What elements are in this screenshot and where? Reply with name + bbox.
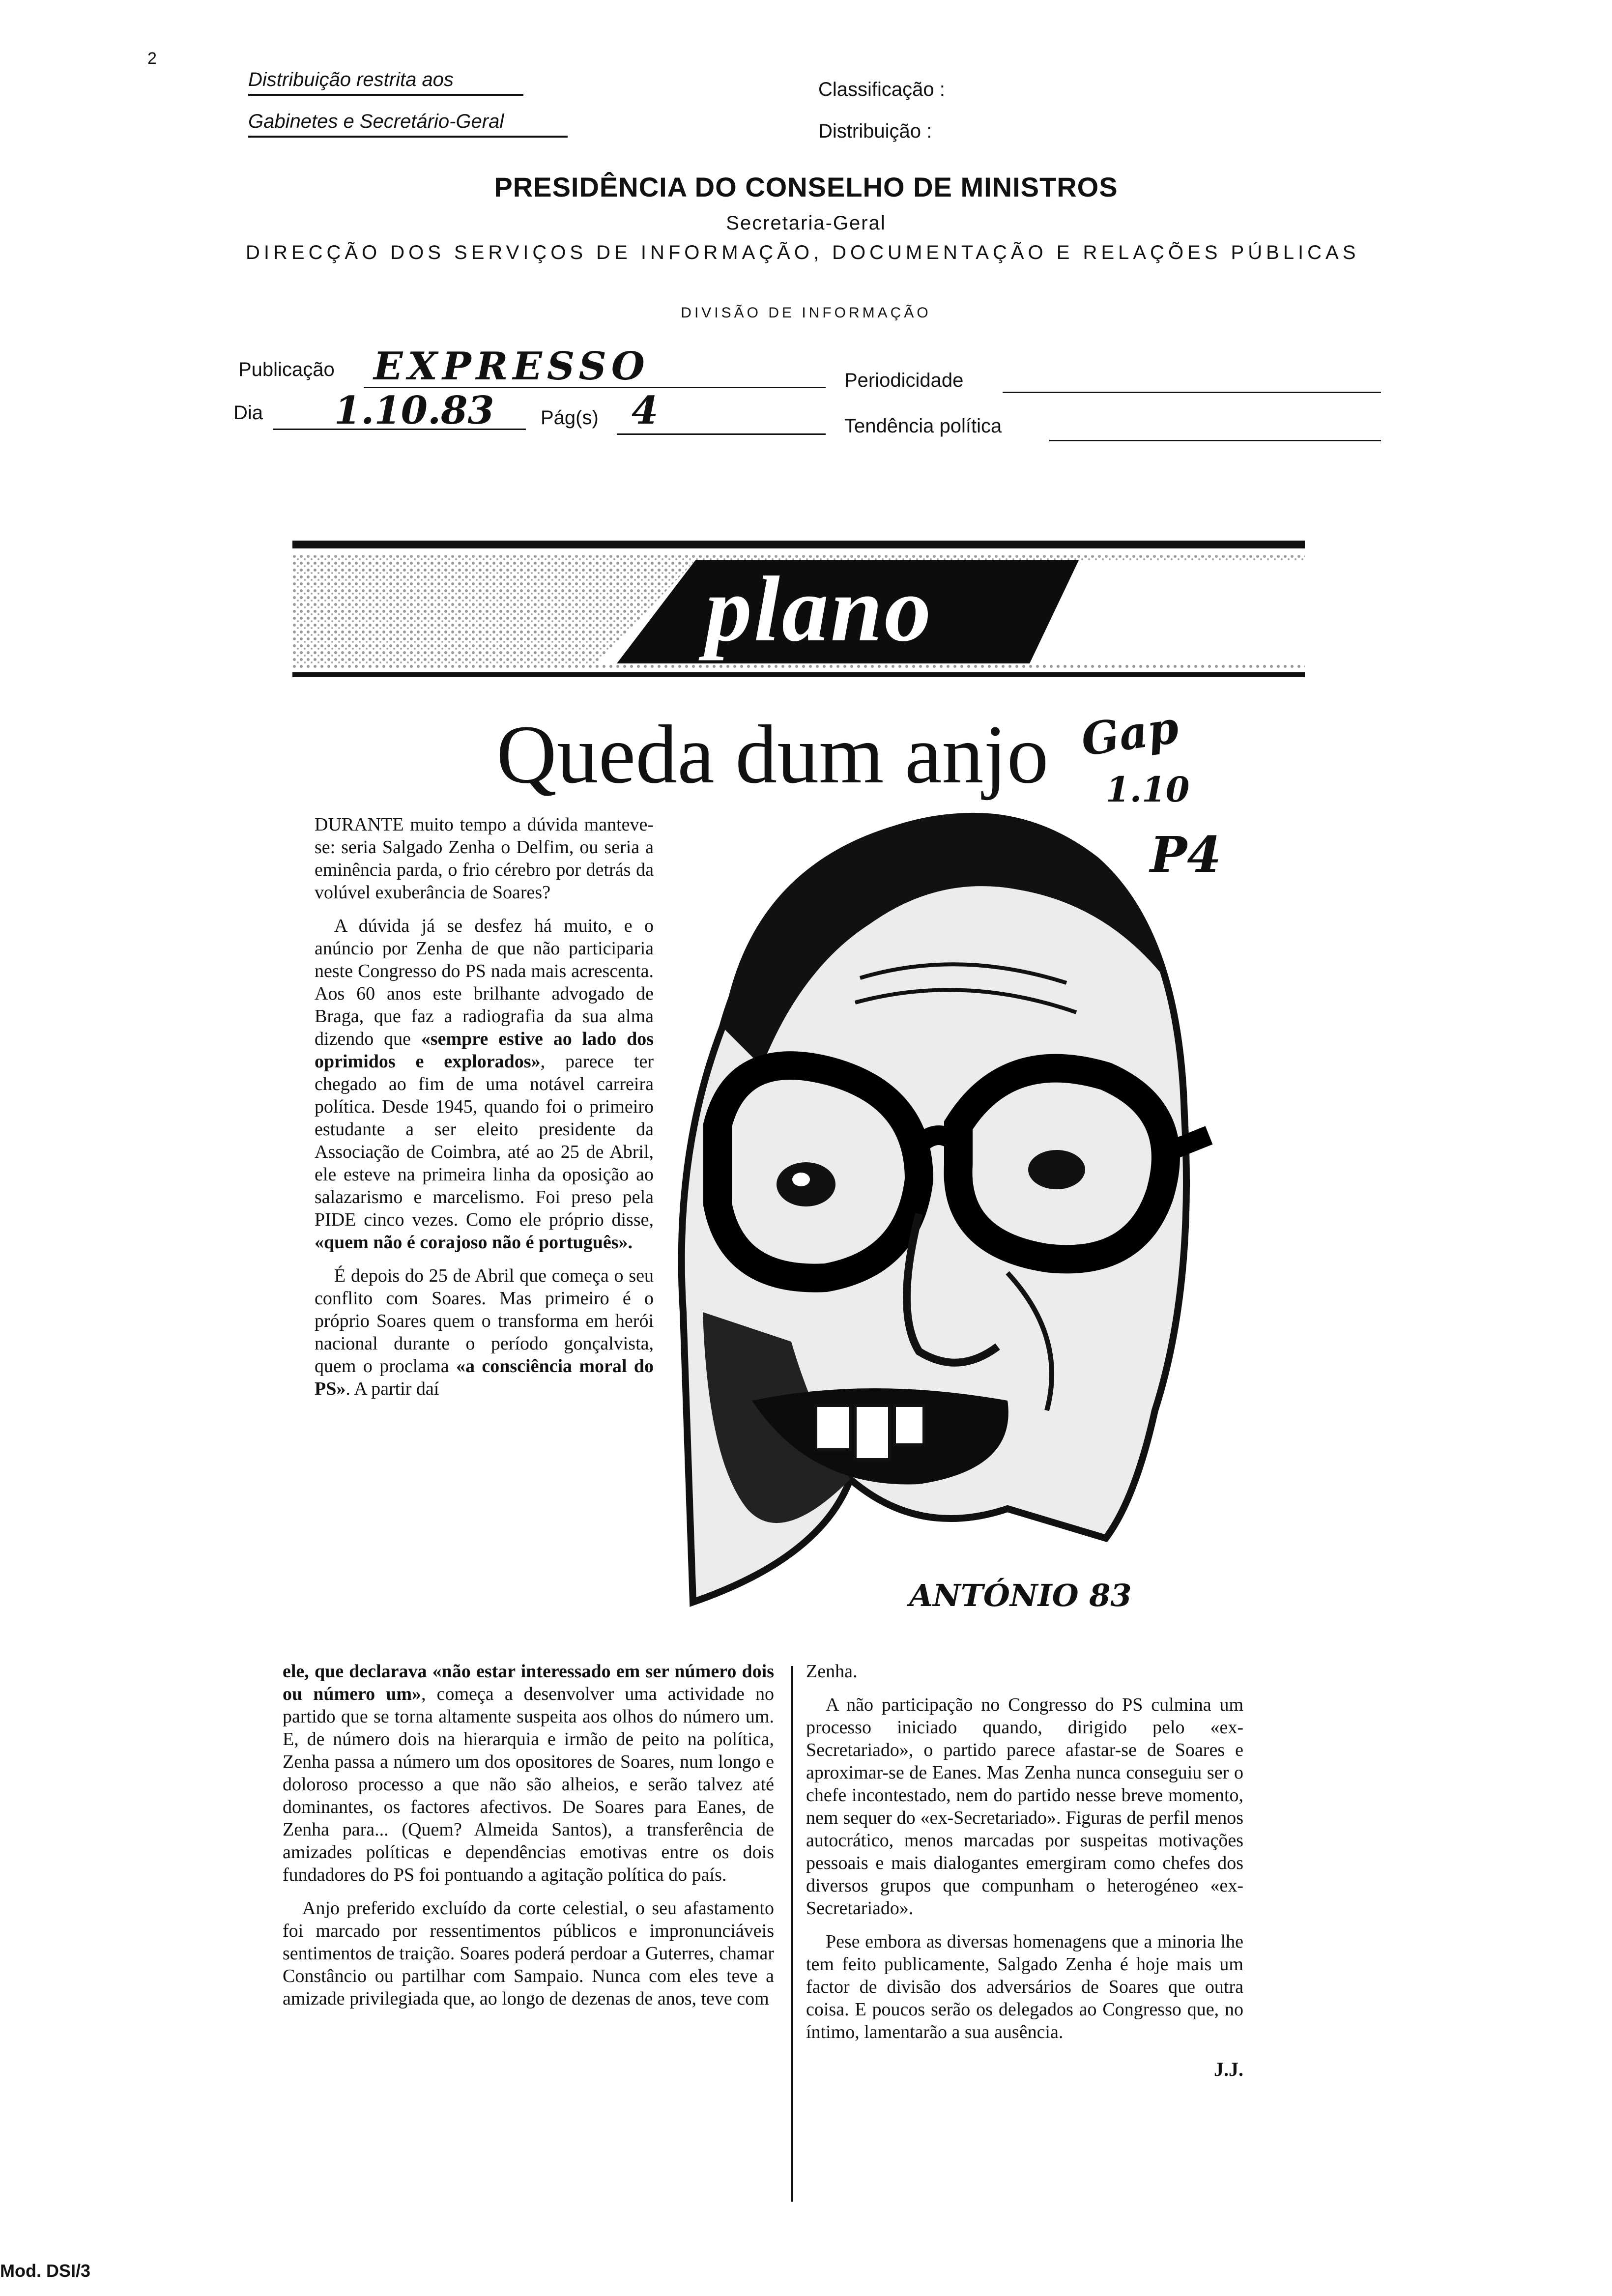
paragraph-2-quote-2: «quem não é corajoso não é português».: [315, 1232, 633, 1253]
paragraph-1-lead: DURANTE: [315, 814, 404, 835]
paragraph-5: Anjo preferido excluído da corte celestial, o seu afastamento foi marcado por ressentimentos públicos e impronunciáveis sentimentos de traição. Soares poderá perdoar a Guterres, chamar Constâncio ou partilhar com Sampaio. Nunca com eles teve a amizade privilegiada que, ao longo de dezenas de anos, teve com: [283, 1898, 774, 2009]
column-divider: [791, 1666, 793, 2202]
pags-value: 4: [632, 388, 659, 433]
paragraph-8: Pese embora as diversas homenagens que a minoria lhe tem feito publicamente, Salgado Zenha é hoje mais um factor de divisão dos adversários de Soares que outra coisa. E poucos serão os delegados ao Congresso que, no íntimo, lamentarão a sua ausência.: [806, 1931, 1243, 2042]
paragraph-1-text: muito tempo a dúvida manteve-se: seria Salgado Zenha o Delfim, ou seria a eminência parda, o frio cérebro por detrás da volúvel exuberância de Soares?: [315, 814, 654, 903]
paragraph-2: [315, 915, 654, 1254]
tendencia-line: [1049, 439, 1381, 441]
paragraph-4: [283, 1660, 774, 1886]
paragraph-3: [315, 1264, 654, 1400]
article-column-bottom-left: [283, 1660, 774, 2021]
paragraph-6: Zenha.: [806, 1661, 858, 1682]
article-column-bottom-right: [806, 1660, 1243, 2081]
direccao-heading: DIRECÇÃO DOS SERVIÇOS DE INFORMAÇÃO, DOCUMENTAÇÃO E RELAÇÕES PÚBLICAS: [246, 242, 1360, 263]
paragraph-2-quote: «sempre estive ao lado dos oprimidos e explorados»: [315, 1029, 654, 1072]
section-banner: [292, 541, 1305, 683]
article-author: J.J.: [1214, 2058, 1243, 2080]
periodicidade-label: Periodicidade: [844, 370, 964, 391]
divisao-heading: DIVISÃO DE INFORMAÇÃO: [681, 305, 931, 321]
tendencia-label: Tendência política: [844, 415, 1002, 437]
paragraph-4-text: , começa a desenvolver uma actividade no partido que se torna altamente suspeita aos olhos do número um. E, de número dois na hierarquia e irmão de peito na política, Zenha passa a número um dos opositores de Soares, num longo e doloroso processo a que não são alheios, e serão talvez até dominantes, os factores afectivos. De Soares para Eanes, de Zenha para... (Quem? Almeida Santos), a transferência de amizades políticas e dependências emotivas entre os dois fundadores do PS foi pontuando a agitação política do país.: [283, 1684, 774, 1885]
paragraph-2-text-b: , parece ter chegado ao fim de uma notável carreira política. Desde 1945, quando foi o primeiro estudante a ser eleito presidente da Associação de Coimbra, até ao 25 de Abril, ele esteve na primeira linha da oposição ao salazarismo e marcelismo. Foi preso pela PIDE cinco vezes. Como ele próprio disse,: [315, 1051, 654, 1230]
publicacao-value: EXPRESSO: [374, 344, 650, 389]
cartoon-illustration: [663, 772, 1219, 1641]
paragraph-3-quote: «a consciência moral do PS»: [315, 1356, 654, 1399]
restricted-line-1: Distribuição restrita aos: [248, 69, 523, 96]
secretaria-heading: Secretaria-Geral: [726, 212, 886, 234]
restricted-line-2: Gabinetes e Secretário-Geral: [248, 111, 568, 138]
paragraph-2-text-a: A dúvida já se desfez há muito, e o anúncio por Zenha de que não participaria neste Congresso do PS nada mais acrescenta. Aos 60 anos este brilhante advogado de Braga, que faz a radiografia da sua alma dizendo que: [315, 916, 654, 1049]
handnote-2: 1.10: [1106, 769, 1190, 810]
periodicidade-line: [1003, 391, 1381, 393]
cartoon-graphic: [663, 772, 1219, 1641]
cartoon-signature: ANTÓNIO 83: [909, 1578, 1132, 1613]
section-title: plano: [705, 558, 933, 661]
distribuicao-label: Distribuição :: [818, 120, 932, 142]
dia-label: Dia: [233, 402, 263, 424]
paragraph-4-quote: ele, que declarava «não estar interessado em ser número dois ou número um»: [283, 1661, 774, 1704]
paragraph-3-text-a: É depois do 25 de Abril que começa o seu conflito com Soares. Mas primeiro é o próprio Soares quem o transforma em herói nacional durante o período gonçalvista, quem o proclama: [315, 1265, 654, 1377]
paragraph-3-text-b: . A partir daí: [345, 1378, 439, 1399]
paragraph-1: [315, 813, 654, 904]
pags-label: Pág(s): [541, 407, 599, 429]
handnote-1: Gap: [1078, 701, 1182, 767]
corner-mark: 2: [147, 49, 157, 68]
classificacao-label: Classificação :: [818, 79, 945, 100]
paragraph-7: A não participação no Congresso do PS culmina um processo iniciado quando, dirigido pelo «ex-Secretariado», o partido parece afastar-se de Soares e aproximar-se de Eanes. Mas Zenha nunca conseguiu ser o chefe incontestado, nem do partido nesse breve momento, nem sequer do «ex-Secretariado». Figuras de perfil menos autocrático, menos marcadas por suspeitas motivações pessoais e mais dialogantes emergiram como chefes dos diversos grupos que compunham o heterogéneo «ex-Secretariado».: [806, 1694, 1243, 1919]
article-title: Queda dum anjo: [496, 708, 1049, 801]
dia-value: 1.10.83: [334, 388, 494, 433]
presidencia-heading: PRESIDÊNCIA DO CONSELHO DE MINISTROS: [494, 172, 1118, 202]
article-column-left: [315, 813, 654, 1411]
footer-model: Mod. DSI/3: [0, 2261, 91, 2281]
handnote-3: P4: [1150, 826, 1221, 884]
publicacao-label: Publicação: [238, 359, 335, 380]
